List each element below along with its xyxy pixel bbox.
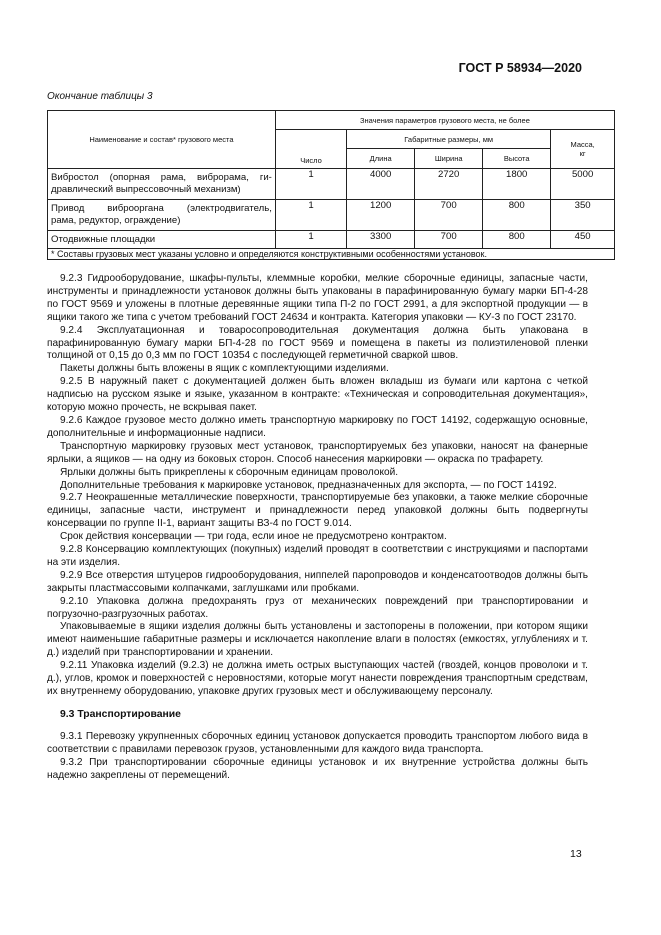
row-count: 1 [275,169,346,200]
row-width: 700 [415,200,483,231]
head-length: Длина [347,149,415,169]
head-height: Высота [483,149,551,169]
body-text [47,273,588,782]
paragraph: 9.2.9 Все отверстия штуцеров гидрооборудования, ниппелей паропроводов и конденсатоотводов должны быть закрыты пластмассовыми колпачками, заглушками или пробками. [47,569,588,594]
section-heading: 9.3 Транспортирование [60,708,181,720]
row-width: 2720 [415,169,483,200]
paragraph: Пакеты должны быть вложены в ящик с комплектующими изделиями. [60,363,389,375]
head-name: Наименование и состав* грузового места [48,111,276,169]
parameters-table [47,110,615,260]
row-mass: 5000 [551,169,615,200]
page-number: 13 [570,848,582,860]
head-dims: Габаритные размеры, мм [347,130,551,149]
table-row [48,231,615,249]
row-name: Вибростол (опорная рама, виброрама, ги- дравлический выпрессовочный механизм) [48,169,276,200]
paragraph: 9.2.7 Неокрашенные металлические поверхности, транспортируемые без упаковки, а также мелкие сборочные единицы, запасные части, инструмент и принадлежности перед упаковкой должны быть подвергнуты консервации по группе II-1, вариант защиты ВЗ-4 по ГОСТ 9.014. [47,492,588,530]
row-mass: 350 [551,200,615,231]
row-mass: 450 [551,231,615,249]
paragraph: Срок действия консервации — три года, если иное не предусмотрено контрактом. [60,531,447,543]
row-count: 1 [275,231,346,249]
row-height: 1800 [483,169,551,200]
table-caption: Окончание таблицы 3 [47,91,153,102]
paragraph: 9.2.3 Гидрооборудование, шкафы-пульты, клеммные коробки, мелкие сборочные единицы, запасные части, инструменты и принадлежности установок должны быть упакованы в парафинированную бумагу марки БП-4-28 по ГОСТ 9569 и уложены в плотные деревянные ящики типа П-2 по ГОСТ 2991, а для экспортной продукции — в ящики такого же типа с учетом требований ГОСТ 24634 и контракта. Категория упаковки — КУ-3 по ГОСТ 23170. [47,273,588,323]
head-mass-label: Масса, [570,140,595,149]
row-length: 1200 [347,200,415,231]
paragraph: Транспортную маркировку грузовых мест установок, транспортируемых без упаковки, наносят на фанерные ярлыки, а ящиков — на одну из боковых сторон. Способ нанесения маркировки — окраска по трафарету. [47,440,588,465]
paragraph: 9.2.5 В наружный пакет с документацией должен быть вложен вкладыш из бумаги или картона с четкой надписью на русском языке и языке, указанном в контракте: «Техническая и сопроводительная документация», которую можно прочесть, не вскрывая пакет. [47,376,588,414]
paragraph: 9.2.10 Упаковка должна предохранять груз от механических повреждений при транспортировании и погрузочно-разгрузочных работах. [47,595,588,620]
head-values: Значения параметров грузового места, не более [275,111,614,130]
row-name: Отодвижные площадки [48,231,276,249]
row-width: 700 [415,231,483,249]
paragraph: 9.2.6 Каждое грузовое место должно иметь транспортную маркировку по ГОСТ 14192, содержащую основные, дополнительные и информационные надписи. [47,414,588,439]
paragraph: 9.3.1 Перевозку укрупненных сборочных единиц установок допускается проводить транспортом любого вида в соответствии с правилами перевозок грузов, установленными для каждого вида транспорта. [47,730,588,755]
row-height: 800 [483,200,551,231]
head-mass [551,130,615,169]
table-row [48,200,615,231]
table-row [48,169,615,200]
paragraph: 9.2.4 Эксплуатационная и товаросопроводительная документация должна быть упакована в парафинированную бумагу марки БП-4-28 по ГОСТ 9569 и помещена в пакеты из полиэтиленовой пленки толщиной от 0,15 до 0,3 мм по ГОСТ 10354 с последующей герметичной сваркой швов. [47,324,588,362]
head-count: Число [275,130,346,169]
paragraph: 9.2.11 Упаковка изделий (9.2.3) не должна иметь острых выступающих частей (гвоздей, концов проволоки и т. д.), углов, кромок и поверхностей с неровностями, которые могут нанести повреждения транспортным средствам, их внутреннему оборудованию, упаковке других грузовых мест и обслуживающему персоналу. [47,660,588,697]
paragraph: 9.3.2 При транспортировании сборочные единицы установок и их внутренние устройства должны быть надежно закреплены от перемещений. [47,756,588,781]
row-name: Привод виброоргана (электродвигатель, рама, редуктор, ограждение) [48,200,276,231]
row-count: 1 [275,200,346,231]
document-id: ГОСТ Р 58934—2020 [458,61,582,75]
row-height: 800 [483,231,551,249]
row-length: 3300 [347,231,415,249]
head-width: Ширина [415,149,483,169]
paragraph: Дополнительные требования к маркировке установок, предназначенных для экспорта, — по ГОСТ 14192. [60,479,557,491]
row-length: 4000 [347,169,415,200]
table-footnote: * Составы грузовых мест указаны условно и определяются конструктивными особенностями установок. [48,249,615,260]
paragraph: Ярлыки должны быть прикреплены к сборочным единицам проволокой. [60,466,399,478]
paragraph: 9.2.8 Консервацию комплектующих (покупных) изделий проводят в соответствии с инструкциями и паспортами на эти изделия. [47,544,588,568]
head-mass-unit: кг [579,149,586,158]
paragraph: Упаковываемые в ящики изделия должны быть установлены и застопорены в положении, при котором ящики имеют наименьшие габаритные размеры и исключается накопление влаги в полостях (емкостях, углублениях и т. д.) изделий при транспортировании и хранении. [47,621,588,659]
